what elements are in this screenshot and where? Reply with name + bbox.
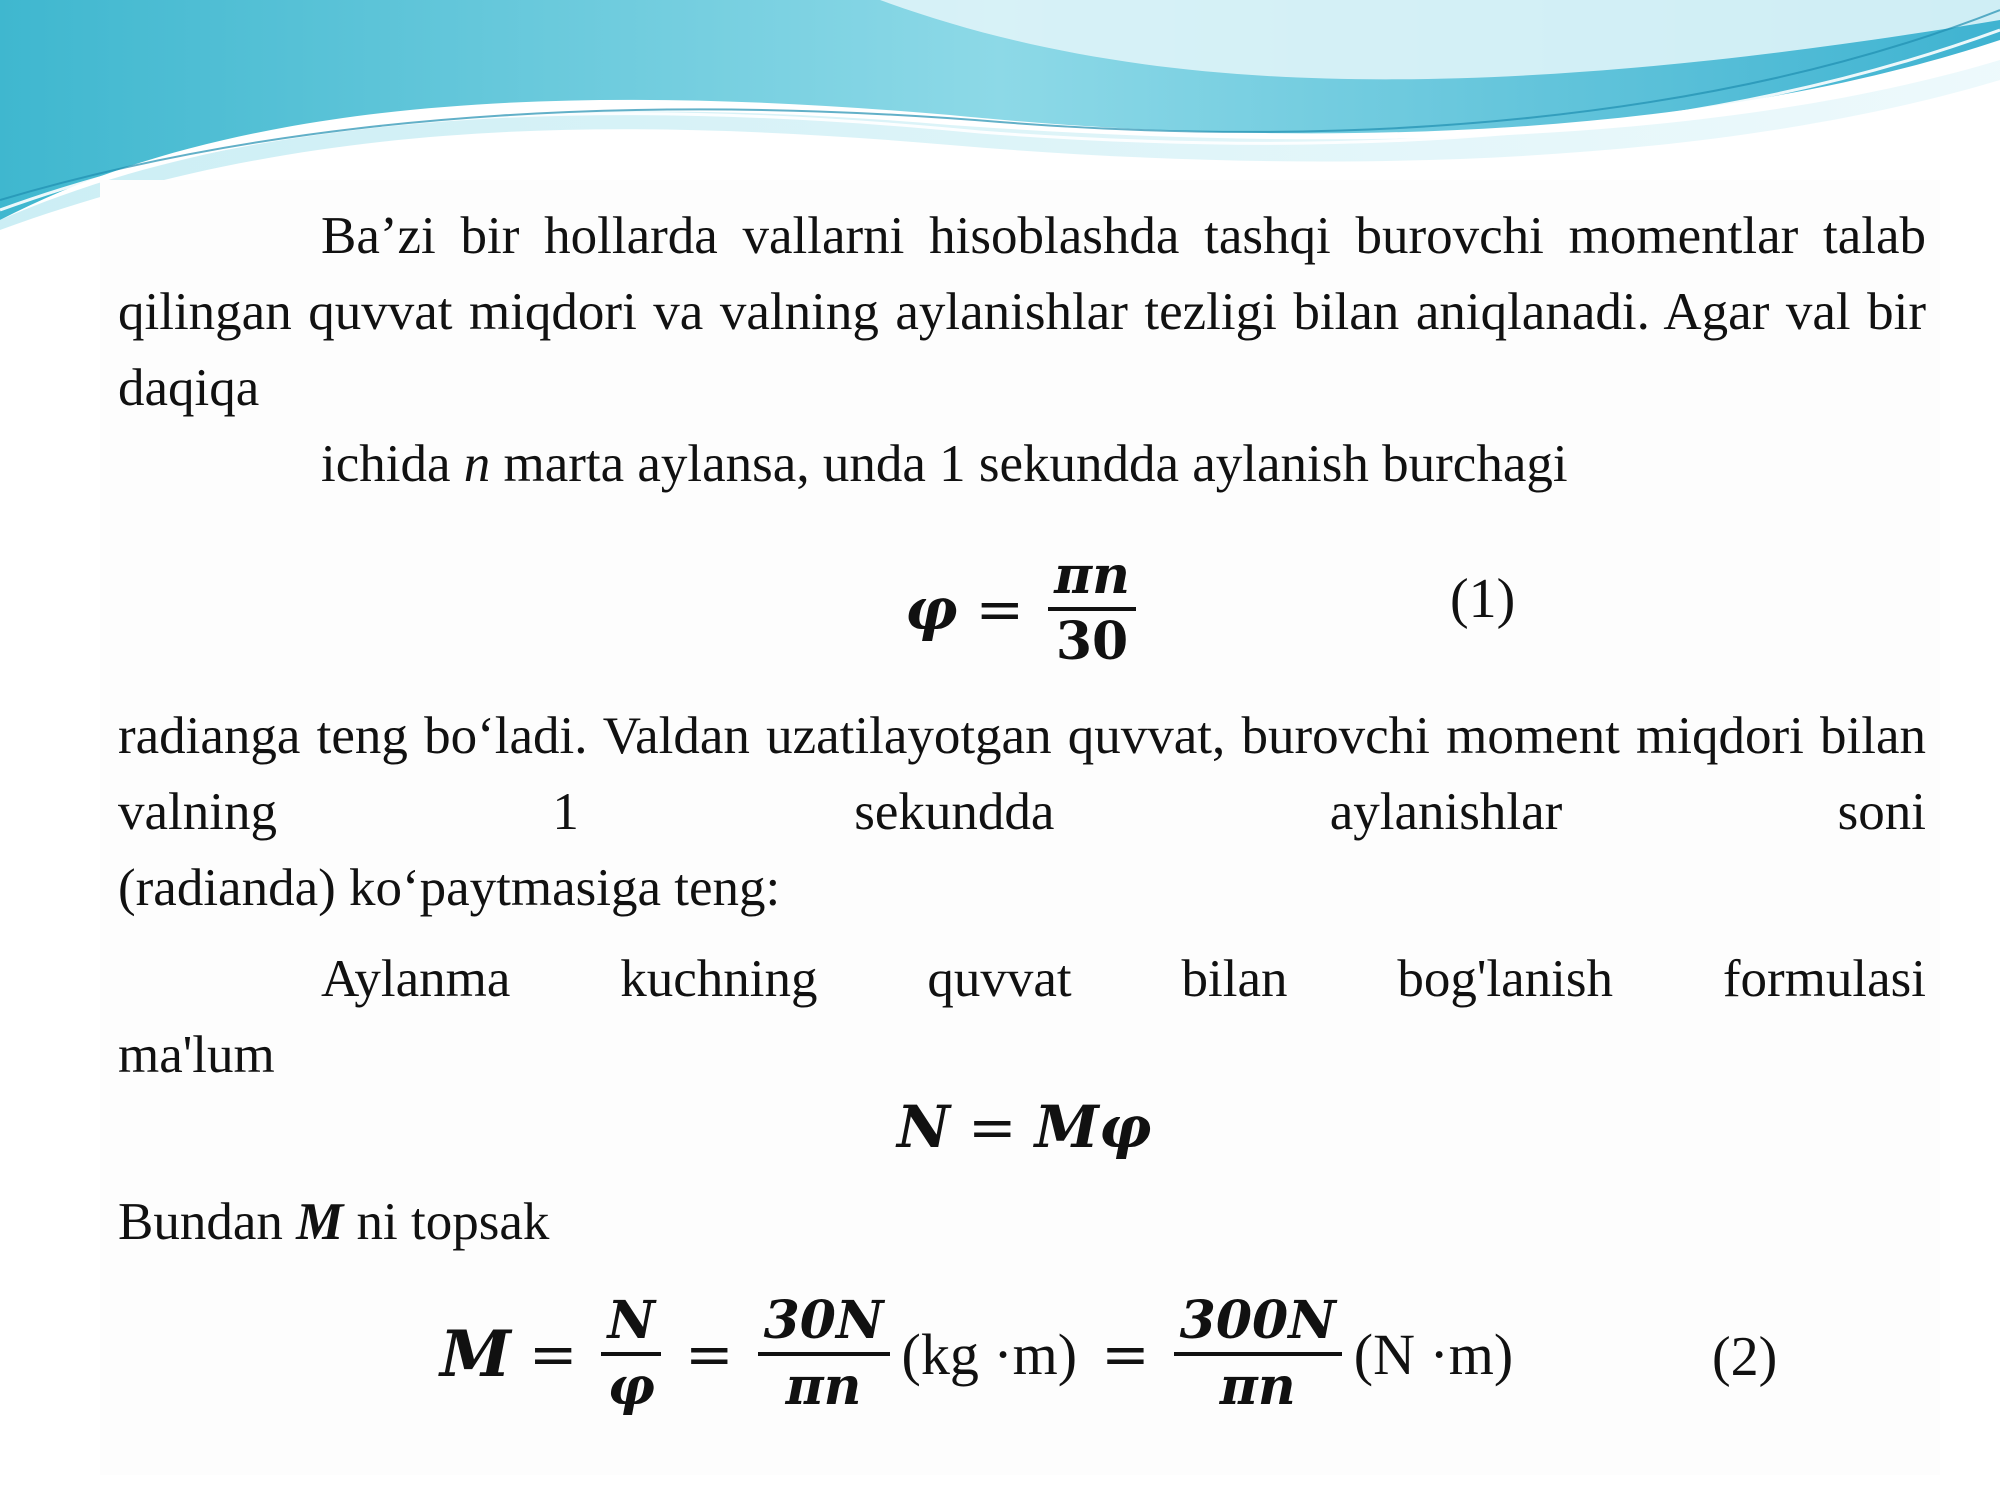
p1-line-2: momentlar talab qilingan quvvat miqdori va valning aylanishlar: [118, 207, 1926, 341]
frac2-denominator: πn: [785, 1356, 862, 1417]
unit-kg-m: (kg ·m): [901, 1321, 1078, 1387]
paragraph-1: [118, 198, 1926, 502]
formula-2-fraction-2: [758, 1290, 890, 1418]
formula-2-lhs: M: [440, 1316, 511, 1392]
paragraph-4: Bundan M ni topsak: [118, 1193, 550, 1251]
formula-2-fraction-1: [601, 1290, 661, 1418]
formula-mid-lhs: N: [897, 1093, 951, 1161]
paragraph-2: [118, 698, 1926, 926]
formula-2: [440, 1290, 1519, 1418]
formula-2-equals-1: =: [528, 1320, 578, 1388]
formula-1: [905, 545, 1142, 673]
frac1-numerator: N: [607, 1290, 655, 1351]
p2-line-3: (radianda) ko‘paytmasiga teng:: [118, 859, 781, 917]
paragraph-3: [118, 941, 1926, 1093]
formula-1-equals: =: [975, 575, 1025, 643]
frac3-numerator: 300N: [1179, 1290, 1336, 1351]
formula-2-fraction-3: [1174, 1290, 1342, 1418]
p1-line-1: Ba’zi bir hollarda vallarni hisoblashda tashqi burovchi: [321, 207, 1544, 265]
var-n: n: [463, 435, 491, 493]
var-M: M: [296, 1193, 344, 1251]
formula-mid-equals: =: [968, 1093, 1017, 1161]
p3-line-1: Aylanma kuchning quvvat bilan bog'lanish formulasi: [321, 950, 1926, 1008]
formula-2-equals-3: =: [1101, 1320, 1150, 1388]
formula-power-relation: [897, 1093, 1151, 1161]
formula-1-lhs: φ: [905, 575, 958, 643]
p2-line-1: radianga teng bo‘ladi. Valdan uzatilayotgan quvvat, burovchi: [118, 707, 1430, 765]
frac2-numerator: 30N: [763, 1290, 884, 1351]
p2-line-2: moment miqdori bilan valning 1 sekundda aylanishlar soni: [118, 707, 1926, 841]
formula-1-fraction: [1048, 545, 1136, 673]
formula-mid-rhs: Mφ: [1034, 1093, 1152, 1161]
unit-N-m: (N ·m): [1353, 1321, 1514, 1387]
frac3-denominator: πn: [1219, 1356, 1296, 1417]
p1-line-4: ichida n marta aylansa, unda 1 sekundda aylanish burchagi: [321, 435, 1568, 493]
formula-1-numerator: πn: [1054, 545, 1130, 606]
frac1-denominator: φ: [607, 1356, 655, 1417]
equation-number-2: (2): [1712, 1326, 1778, 1388]
p3-line-2: ma'lum: [118, 1026, 275, 1084]
equation-number-1: (1): [1450, 568, 1516, 630]
formula-1-denominator: 30: [1055, 611, 1129, 672]
formula-2-equals-2: =: [684, 1320, 734, 1388]
p1-line-3: tezligi bilan aniqlanadi. Agar val bir daqiqa: [118, 283, 1926, 417]
